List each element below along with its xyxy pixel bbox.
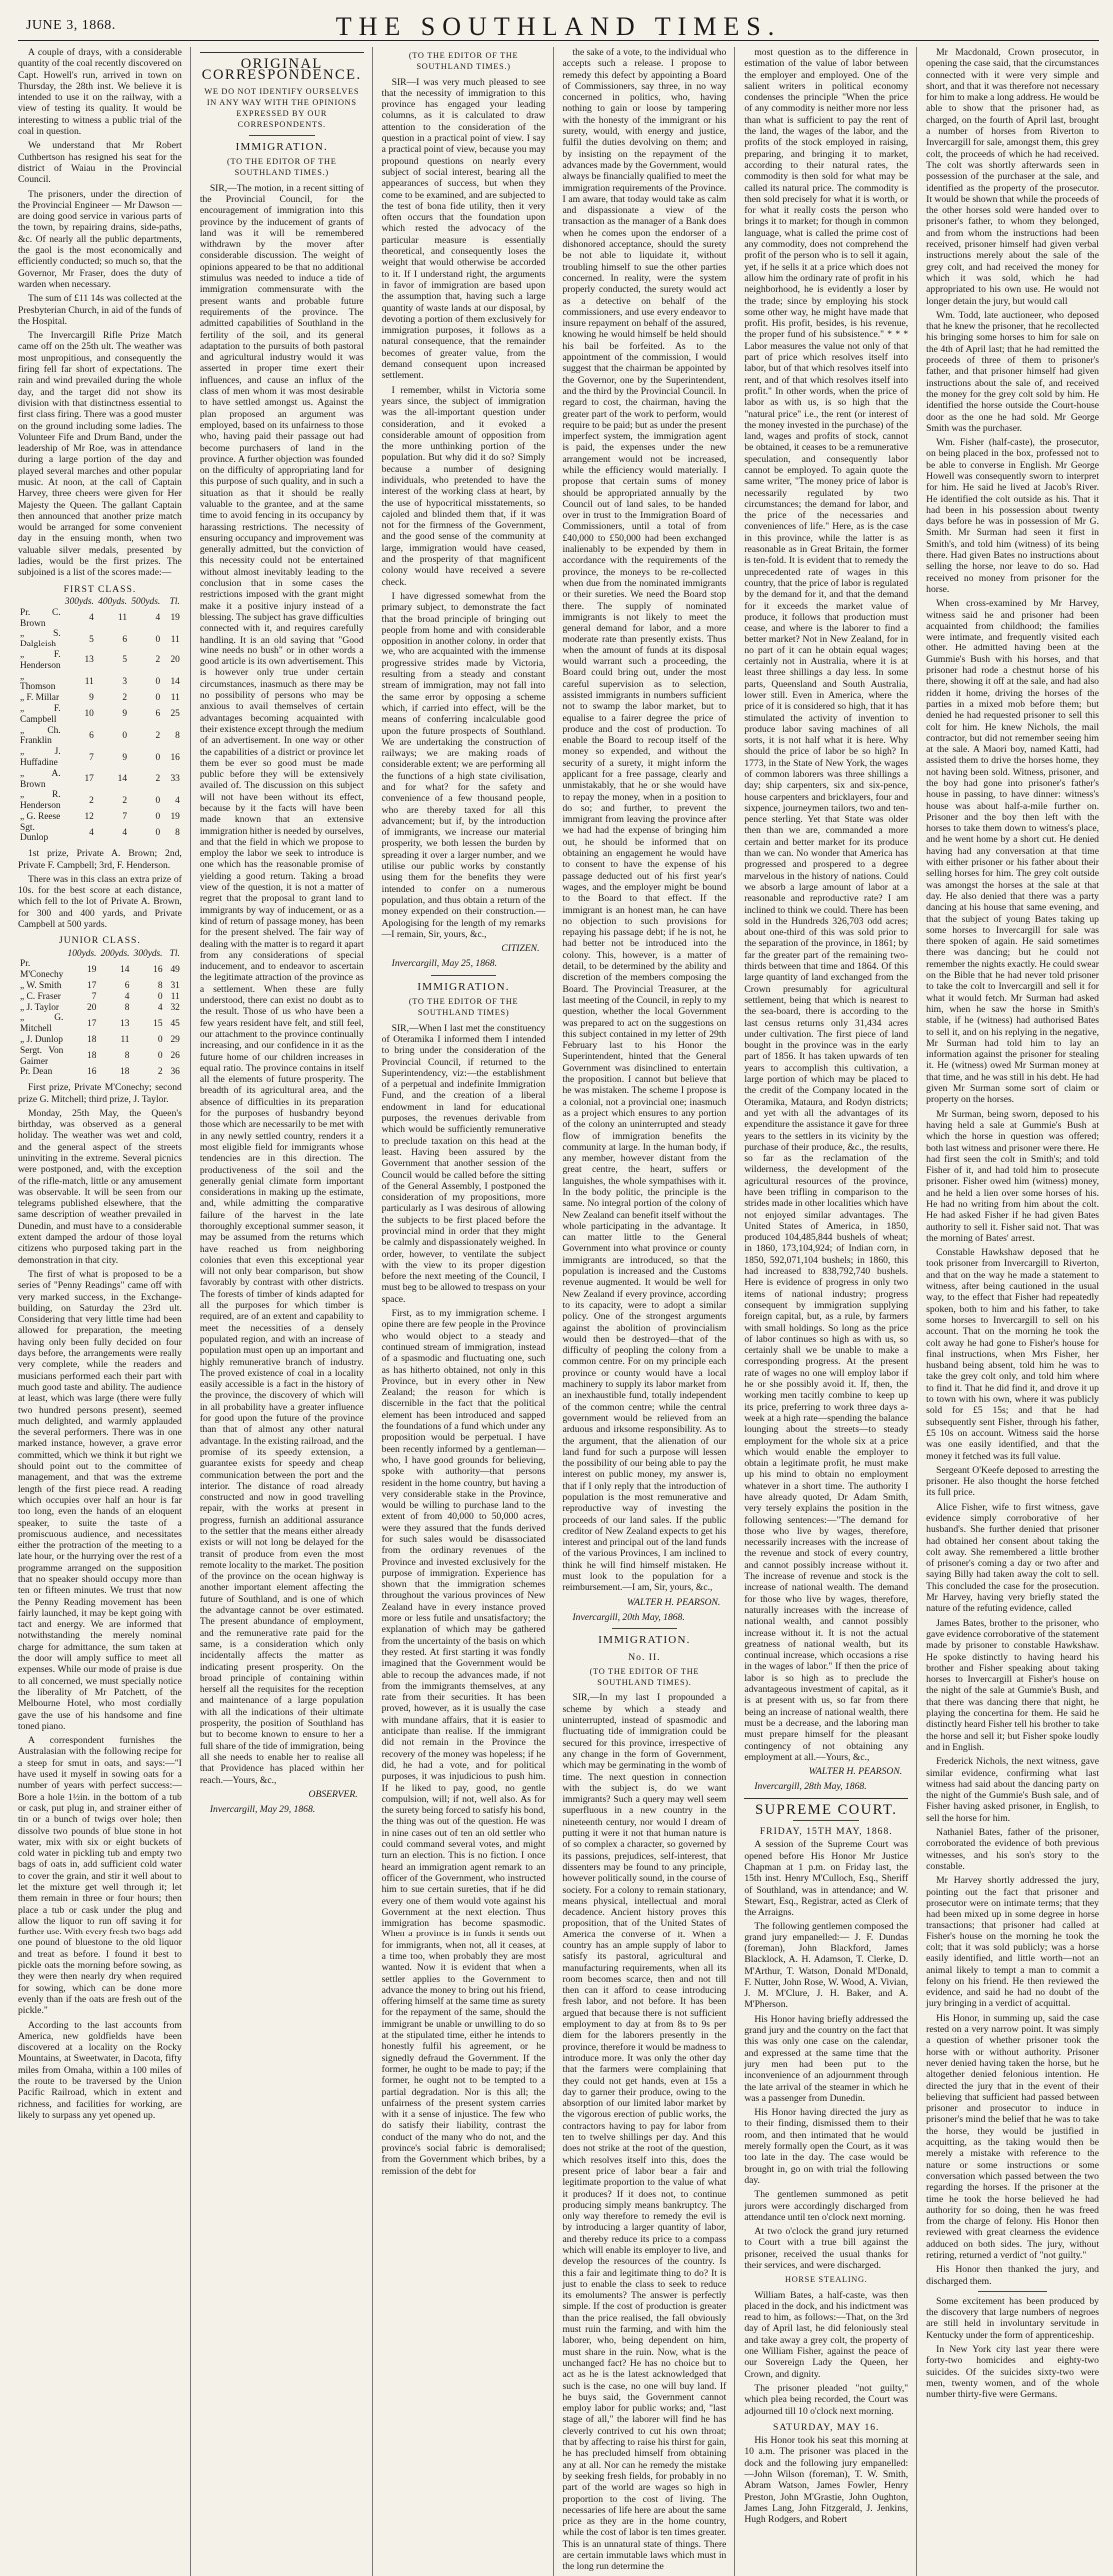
letter-addressee: (TO THE EDITOR OF THE SOUTHLAND TIMES.) bbox=[408, 51, 519, 72]
score-cell: 17 bbox=[87, 981, 97, 992]
court-paragraph: His Honor took his seat this morning at 10 a.m. The prisoner was placed in the dock and the following jury empanelled:—John Wilson (foreman), T. W. Smith, Abram Watson, James Fowler, Henry Preston, John M'Grastie, John Oughton, James Lang, John Fitzgerald, J. Jenkins, Hugh Rodgers, and Robert bbox=[744, 2435, 909, 2526]
score-cell: 0 bbox=[155, 634, 161, 644]
letter-dateline: Invercargill, 20th May, 1868. bbox=[572, 1611, 685, 1623]
score-row bbox=[18, 726, 182, 748]
article-paragraph: A correspondent furnishes the Australasian with the following recipe for a steep for smut in oats, and says:—"I have used it myself in sowing oats for a number of years with perfect success:—Bore a hole 1½in. in the bottom of a tub or cask, put plug in, and strainer either of tin or a bunch of twigs over hole; then dissolve two pounds of blue stone in hot water, mix with six or eight buckets of cold water in pickling tub and empty two bags of oats in, add sufficient cold water to cover the grain, and stir it well about to let the mixture get well through it; let them remain in three or four hours; then place a tub or cask under the plug and allow the liquor to run off saving it for further use. With every fresh two bags add one pound of bluestone to the old liquor and treat as before. I found it best to pickle oats the morning before sowing, as they were then nearly dry when required for sowing, which can be done more evenly than if the oats are fresh out of the pickle." bbox=[18, 1735, 182, 2017]
letter-body: SIR,—The motion, in a recent sitting of the Provincial Council, for the encouragement of immigration into this province by the inducement of grants of land was it will be remembered withdrawn by the mover after considerable discussion. The weight of opinions appeared to be that no additional stimulus was needed to induce a tide of immigration commensurate with the present wants and probable future requirements of the province. The admitted capabilities of Southland in the fertility of the soil, and its general adaptation to the pursuits of both pastoral and agricultural industry would it was asserted in proper time exert their influences, and cause an influx of the class of men whom it was most desirable to have settled amongst us. Against the plan proposed an argument was employed, based on its unfairness to those who, having paid their passage out had become purchasers of land in the province. A further objection was founded on the difficulty of appropriating land for this purpose of such quality, and in such a situation as that it should be really valuable to the grantee, and at the same time to avoid fencing in its occupancy by harassing restrictions. The necessity of ensuring occupancy and improvement was generally admitted, but the conviction of this necessity could not be entertained without almost inevitably leading to the conclusion that in some cases the restrictions imposed with the grant might make it a positive injury instead of a blessing. The subject has grave difficulties connected with it, and requires carefully handling. It is an old saying that "Good wine needs no bush" or in other words a good article is its own advertisement. This is however only true under certain circumstances, inasmuch as there may be no possibility of persons who may be anxious to avail themselves of certain advantages becoming acquainted with their existence except through the medium of an advertisement. In one way or other the capabilities of a district or province let them be ever so good must be made public before they will be extensively availed of. The discussion on this subject will not have been without its effect, because by it the facts will have been made known that an extensive immigration hither is needed by ourselves, and that the field in which we propose to employ the labor we seek to introduce is one which has the reasonable promise of yielding a good return. Taking a broad view of the question, it is not a matter of regret that the proposal to grant land to immigrants by way of inducement, or as a kind of return of passage money, has been for the present shelved. The fair way of dealing with the matter is to regard it apart from any considerations of special inducement, and to endeavor to ascertain the legitimate attraction of the province as a settlement. When these are fully understood, there can exist no doubt as to the result. Those of us who have been a few years resident have felt, and still feel, our attachment to the province continually increasing, and our confidence in it as the future home of our children increases in equal ratio. The province contains in itself all the elements of future prosperity. The breadth of its agricultural area, and the absence of difficulties in its preparation for the purposes of husbandry beyond those which are necessarily to be met with in any newly settled country, renders it a most eligible field for immigrants whose tendencies are in this direction. The productiveness of the soil and the generally genial climate form important considerations in making up the estimate, and, while admitting the comparative failure of the harvest in the late thoroughly exceptional summer season, it may be assumed from the returns which have reached us from neighboring colonies that even this exceptional year will not only bear comparison, but show favorably by contrast with other districts. The forests of timber of kinds adapted for all the purposes for which timber is required, are of an extent and capability to meet the necessities of a densely populated region, and with an increase of population must open up an important and highly remunerative branch of industry. The proved existence of coal in a locality easily accessible is a fact in the history of the province, the discovery of which will in all probability have a greater influence for good upon the future of the province than that of almost any other natural advantage. In the existing railroad, and the promise of its speedy extension, a guarantee exists for speedy and cheap communication between the port and the interior. The distance of road already constructed and now in good travelling repair, with the works at present in progress, furnish an additional assurance to the settler that the means either already exists or will not long be delayed for the transit of produce from even the most remote locality to the market. The position of the province on the ocean highway is another important element affecting the future of Southland, and is one of which the advantage cannot be over estimated. The present abundance of employment, and the remunerative rate paid for the same, is a consideration which only incidentally affects the matter as indicating present prosperity. On the broad principle of containing within herself all the requisites for the reception and maintenance of a large population with all the indications of their ultimate prosperity, the position of Southland has but to become known to ensure to her a full share of the tide of immigration, being all she needs to enable her to realise all that Providence has placed within her reach.—Yours, &c., bbox=[199, 182, 364, 1786]
score-cell: 2 bbox=[122, 795, 128, 806]
score-row bbox=[18, 704, 182, 726]
letter-addressee: (TO THE EDITOR OF THE SOUTHLAND TIMES.) bbox=[226, 157, 337, 178]
score-header-row bbox=[18, 597, 182, 608]
letter-signature: OBSERVER. bbox=[308, 1788, 358, 1800]
court-paragraph: When cross-examined by Mr Harvey, witness said he and prisoner had been acquainted from childhood; the families were intimate, and frequently visited each other. He admitted having been at the Gummie's Bush with his horses, and that prisoner had rode a chestnut horse of his there, showing it off at the sale, and had also ridden it home, driving the horses of the parties in a mixed mob before them; but denied he had requested prisoner to sell this colt for him. He knew Nichols, the mail contractor, but did not remember seeing him at the sale. A Maori boy, named Katti, had assisted them to drive the horses home, they not having been sold. Witness, prisoner, and the boy had gone into prisoner's father's house in passing, to have dinner: witness's house was about half-a-mile further on. Prisoner and the boy then left with the horses to take them down to witness's place, and he went home by a short cut. He denied having had any conversation at that time with either prisoner or his father about their selling horses for him. The grey colt outside was amongst the horses at the sale at that day. He also denied that there was a party dancing at his house that same evening, and that the subject of young Bates taking up some horses to Invercargill for sale was there spoken of again. He said sometimes there was dancing; but he could not remember the nights exactly. He could swear on the Bible that he had never told prisoner to take the colt to Invercargill and sell it for what it would fetch. Mr Surman had asked him, when he saw the horse in Smith's stable, if he (witness) had authorised Bates to sell it, and on his replying in the negative, Mr Surman had told him to lay an information against the prisoner for stealing it. He (witness) owed Mr Surman money at that time, and he was still in his debt. He had given Mr Surman some sort of claim or property on the horses. bbox=[926, 598, 1099, 1106]
score-row bbox=[18, 1067, 182, 1078]
score-cell: 7 bbox=[89, 752, 94, 763]
article-paragraph: Monday, 25th May, the Queen's birthday, was observed as a general holiday. The weather was wet and cold, and the general aspect of the streets uninviting in the extreme. Several picnics were postponed, and, with the exception of the rifle-match, little or any amusement was observable. It will be seen from our telegrams published elsewhere, that the same description of weather prevailed in Dunedin, and must have to a considerable extent damped the ardour of those loyal citizens who purposed taking part in the demonstration in that city. bbox=[18, 1107, 182, 1266]
junior-class-scores bbox=[18, 949, 182, 1079]
court-paragraph: His Honor having directed the jury as to their finding, dismissed them to their room, and then intimated that he would merely formally open the Court, as it was too late in the day. The case would be brought in, go on with trial the following day. bbox=[744, 2107, 909, 2186]
newspaper-title: THE SOUTHLAND TIMES. bbox=[335, 12, 782, 41]
score-header: 300yds. bbox=[133, 948, 163, 959]
letter-body: I have digressed somewhat from the primary subject, to demonstrate the fact that the broad principle of bringing out people from home and with considerable opposition in another colony, in order that we, who are acquainted with the immense progressive strides made by Victoria, resulting from a steady and constant stream of immigration, may not fall into the same error by opposing a scheme which, if carried into effect, will be the means of conferring incalculable good upon the future prospects of Southland. We are undertaking the construction of railways; we are making roads of considerable extent; we are performing all the functions of a high state civilisation, and for what? for the safety and convenience of a few thousand people, who are thereby taxed for all this advancement; but if, by the introduction of immigrants, we increase our material prosperity, we both lessen the burden by spreading it over a larger number, and we utilise our public works by constantly using them for the benefits they were intended to confer on a numerous population, and thus obtain a return of the money expended on their construction.—Apologising for the length of my remarks—I remain, Sir, yours, &c., bbox=[381, 590, 546, 940]
score-cell: 13 bbox=[120, 1018, 130, 1029]
score-cell: 11 bbox=[120, 1035, 130, 1046]
score-cell: 4 bbox=[122, 828, 128, 839]
score-cell: 8 bbox=[124, 1002, 130, 1013]
score-cell: 6 bbox=[89, 730, 94, 741]
article-paragraph: We understand that Mr Robert Cuthbertson has resigned his seat for the district of Waiau in the Provincial Council. bbox=[18, 140, 182, 186]
letter-heading: IMMIGRATION. bbox=[417, 980, 510, 993]
court-paragraph: Nathaniel Bates, father of the prisoner, corroborated the evidence of both previous witnesses, and his son's story to the constable. bbox=[926, 1827, 1099, 1872]
score-row bbox=[18, 650, 182, 672]
competitor-name: „ F. Campbell bbox=[20, 703, 61, 725]
court-paragraph: At two o'clock the grand jury returned to Court with a true bill against the prisoner, received the usual thanks for their services, and were discharged. bbox=[744, 2226, 909, 2271]
competitor-name: „ J. Dunlop bbox=[20, 1035, 63, 1046]
competitor-name: Pr. M'Conechy bbox=[20, 959, 64, 981]
score-cell: 7 bbox=[91, 991, 97, 1002]
first-class-scores bbox=[18, 597, 182, 844]
score-cell: 20 bbox=[87, 1002, 97, 1013]
disclaimer: WE DO NOT IDENTIFY OURSELVES IN ANY WAY WITH THE OPINIONS EXPRESSED BY OUR CORRESPONDENTS. bbox=[204, 86, 360, 130]
score-row bbox=[18, 672, 182, 694]
court-date: FRIDAY, 15TH MAY, 1868. bbox=[759, 1826, 893, 1838]
article-paragraph: 1st prize, Private A. Brown; 2nd, Private F. Campbell; 3rd, F. Henderson. bbox=[18, 848, 182, 871]
court-paragraph: His Honor, in summing up, said the case rested on a very narrow point. It was simply a question of whether prisoner took the horse with or without authority. Prisoner never denied having taken the horse, but he altogether denied felonious intention. He directed the jury that in the event of their believing that sufficient had passed between prisoner and prosecutor to induce in prisoner's mind the belief that he was to take the horse, they would be justified in acquitting, as the taking would then be merely a mistake with reference to the nature or some instructions or some conversation which passed between the two regarding the horses. If the prisoner at the time he took the horse believed he had authority for so doing, then he was freed from the charge of felony. His Honor then reviewed with great clearness the evidence adduced on both sides. The jury, without retiring, returned a verdict of "not guilty." bbox=[926, 2012, 1099, 2261]
court-date: SATURDAY, MAY 16. bbox=[773, 2421, 880, 2433]
score-cell: 0 bbox=[155, 811, 161, 822]
score-cell: 0 bbox=[122, 730, 128, 741]
score-header: 100yds. bbox=[67, 948, 97, 959]
divider bbox=[249, 135, 315, 136]
competitor-name: „ G. Mitchell bbox=[20, 1013, 64, 1035]
score-cell: 36 bbox=[170, 1067, 180, 1078]
competitor-name: Sgt. Dunlop bbox=[20, 822, 49, 844]
divider bbox=[744, 1798, 908, 1799]
score-row bbox=[18, 1013, 182, 1035]
score-cell: 17 bbox=[87, 1018, 97, 1029]
score-cell: 49 bbox=[170, 964, 180, 975]
score-cell: 0 bbox=[157, 1035, 163, 1046]
divider bbox=[431, 975, 497, 976]
letter-signature: CITIZEN. bbox=[501, 943, 540, 955]
score-cell: 0 bbox=[157, 991, 163, 1002]
score-row bbox=[18, 1035, 182, 1046]
score-cell: 9 bbox=[122, 752, 128, 763]
score-row bbox=[18, 790, 182, 812]
score-cell: 20 bbox=[170, 655, 180, 666]
court-paragraph: Sergeant O'Keefe deposed to arresting the prisoner. He also thought the horse fetched its full price. bbox=[926, 1464, 1099, 1499]
score-cell: 19 bbox=[87, 964, 97, 975]
score-cell: 4 bbox=[89, 613, 94, 624]
score-cell: 8 bbox=[124, 1051, 130, 1062]
score-cell: 2 bbox=[155, 655, 161, 666]
score-cell: 2 bbox=[89, 795, 94, 806]
score-row bbox=[18, 608, 182, 630]
letter-addressee: (TO THE EDITOR OF THE SOUTHLAND TIMES). bbox=[589, 1666, 700, 1688]
score-row bbox=[18, 812, 182, 823]
court-paragraph: The gentlemen summoned as petit jurors were accordingly discharged from attendance until ten o'clock next morning. bbox=[744, 2189, 909, 2223]
letter-body: SIR—I was very much pleased to see that the necessity of immigration to this province has engaged your leading columns, as it is calculated to draw attention to the consideration of the question in a practical point of view. I say a practical point of view, because you may propound questions on nearly every subject of social interest, bearing all the appearances of success, but when they come to be examined, and are subjected to the test of bona fide utility, then it very often occurs that the foundation upon which rested the advocacy of the particular measure is essentially theoretical, and consequently loses the weight that would otherwise be accorded to it. If I understand right, the arguments in favor of immigration are based upon the assumption that, having such a large quantity of waste lands at our disposal, by devoting a portion of them exclusively for immigration purposes, it follows as a natural consequence, that the remainder becomes of greater value, from the demand consequent upon increased settlement. bbox=[381, 76, 546, 382]
score-header-row bbox=[18, 949, 182, 960]
score-cell: 4 bbox=[89, 828, 94, 839]
letter-addressee: (TO THE EDITOR OF THE SOUTHLAND TIMES) bbox=[408, 997, 519, 1018]
article-paragraph: The prisoners, under the direction of the Provincial Engineer — Mr Dawson — are doing good service in various parts of the town, by repairing drains, side-paths, &c. Of nearly all the public departments, the gaol is the most economically and efficiently conducted; so much so, that the Governor, Mr Fraser, does the duty of warden when necessary. bbox=[18, 188, 182, 290]
score-cell: 11 bbox=[118, 613, 128, 624]
score-cell: 0 bbox=[155, 828, 161, 839]
score-cell: 14 bbox=[120, 964, 130, 975]
court-paragraph: Alice Fisher, wife to first witness, gave evidence simply corroborative of her husband's. She further denied that prisoner had obtained her consent about taking the colt away. She remembered a little brother of prisoner's coming a day or two after and saying Billy had taken away the colt to sell. This concluded the case for the prosecution. Mr Harvey, having very briefly stated the nature of the refuting evidence, called bbox=[926, 1501, 1099, 1615]
score-cell: 13 bbox=[84, 655, 94, 666]
score-cell: 11 bbox=[170, 634, 180, 644]
article-paragraph: According to the last accounts from America, new goldfields have been discovered at a locality on the Rocky Mountains, at Sweetwater, in Dacota, fifty miles from Omaha, within a 100 miles of the route to be traversed by the Union Pacific Railroad, which in extent and richness, and facilities for working, are likely to surpass any yet opened up. bbox=[18, 2019, 182, 2121]
letter-body: SIR,—In my last I propounded a scheme by which a steady and uninterrupted, instead of spasmodic and fluctuating tide of immigration could be secured for this province, irrespective of any change in the form of Government, which may be germinating in the womb of time. The next question in connection with the subject is, do we want immigrants? Such a query may well seem superfluous in a new country in the nineteenth century, nor would I dream of putting it were it not that human nature is of so complex a character, so governed by its passions, prejudices, self-interest, that dissenters may be found to any principle, however politically sound, in the course of society. For a colony to remain stationary, means physical, intellectual and moral decadence. Ancient history proves this proposition, that of the United States of America the converse of it. When a country has an ample supply of labor to satisfy its pastoral, agricultural and manufacturing requirements, when all its room becomes scarce, then and not till then can it afford to cease introducing fresh labor, and not before. It has been argued that because there is not sufficient employment to day at from 8s to 9s per diem for the laborers presently in the province, therefore it would be madness to introduce more. It was only the other day that the farmers were complaining that they could not get hands, even at 15s a day to garner their produce, owing to the absorption of our limited labor market by the vigorous erection of public works, the contractors having to pay for labor from ten to twelve shillings per day. And this does not strike at the root of the question, which resolves itself into this, does the present price of labor bear a fair and legitimate proportion to the value of what it produces? If it does not, to continue producing simply means bankruptcy. The only way therefore to remedy the evil is by introducing a larger quantity of labor, and thereby reduce its price to a compass which will enable its employer to live, and develop the resources of the country. Is this a fair and legitimate thing to do? It is just to enable the class to seek to reduce its emoluments? The answer is perfectly simple. If the cost of production is greater than the price realised, the fall obviously must ruin the farming, and with him the laborer, who, being dependent on him, must share in the ruin. Now, what is the unchanged fact? He has no choice but to act as he is the latest acknowledged that such is the case, no one will buy land. If he buys said, the Government cannot employ labor for public works; and, "last stage of all," the laborer will find he has cleverly contrived to cut his own throat; that by affecting to raise his thirst for gain, he has precluded himself from obtaining any at all. Nor can he remedy the mistake by seeking fresh fields, for probably in no part of the world are wages so high in proportion to the cost of living. The necessaries of life here are about the same price as they are in the home country, while the cost of labor is ten times greater. This is an unnatural state of things. There are certain immutable laws which must in the long run determine the bbox=[562, 1692, 727, 2573]
score-cell: 45 bbox=[170, 1018, 180, 1029]
letter-signature: WALTER H. PEARSON. bbox=[626, 1596, 721, 1608]
column-6 bbox=[926, 47, 1099, 2576]
court-paragraph: William Bates, a half-caste, was then placed in the dock, and his indictment was read to him, as follows:—That, on the 3rd day of April last, he did feloniously steal and take away a grey colt, the property of one William Fisher, against the peace of our Sovereign Lady the Queen, her Crown, and dignity. bbox=[744, 2289, 909, 2380]
court-paragraph: Constable Hawkshaw deposed that he took prisoner from Invercargill to Riverton, and that on the way he made a statement to witness, after being cautioned in the usual way, to the effect that Fisher had repeatedly spoken, both to him and his father, to take some horses to Invercargill to sell on his account. That on the morning he took the colt away he had gone to Fisher's house for final instructions, when Mrs Fisher, her husband being absent, told him he was to take the grey colt only, and told him where to find it. That he did find it, and drove it up to town with his own, where it was publicly sold for £5 15s; and that he had subsequently sent Fisher, through his father, £5 10s on account. Witness said the horse was one easily identified, and that the money it fetched was its full value. bbox=[926, 1247, 1099, 1462]
competitor-name: „ Thomson bbox=[20, 671, 56, 693]
column-3 bbox=[382, 47, 555, 2576]
score-cell: 12 bbox=[84, 811, 94, 822]
divider bbox=[612, 1628, 678, 1629]
score-header: 500yds. bbox=[131, 596, 161, 607]
score-header: 400yds. bbox=[98, 596, 128, 607]
score-cell: 8 bbox=[157, 981, 163, 992]
score-cell: 6 bbox=[122, 634, 128, 644]
score-cell: 7 bbox=[122, 811, 128, 822]
score-cell: 18 bbox=[87, 1051, 97, 1062]
score-row bbox=[18, 992, 182, 1003]
court-paragraph: The following gentlemen composed the grand jury empanelled:— J. F. Dundas (foreman), John Blackford, James Blacklock, A. H. Adamson, T. Clerke, D. M'Arthur, T. Watson, Donald M'Donald, F. Nutter, John Rose, W. Wood, A. Vivian, J. M. M'Clure, J. H. Baker, and A. M'Pherson. bbox=[744, 1921, 909, 2011]
masthead bbox=[18, 10, 1099, 41]
court-paragraph: Wm. Todd, late auctioneer, who deposed that he knew the prisoner, that he recollected his bringing some horses to him for sale on the 4th of April last; that he had remitted the proceeds of three of them to prisoner's father, and that prisoner himself had given instructions about the sale of, and received the money for the grey colt sold by him. He identified the horse outside the Court-house door as the one he had sold. Mr George Smith was the purchaser. bbox=[926, 309, 1099, 434]
score-cell: 26 bbox=[170, 1051, 180, 1062]
letter-body: the sake of a vote, to the individual who accepts such a release. I propose to remedy this defect by appointing a Board of Commissioners, say three, in no way concerned in politics, who, having nothing to gain or loose by tampering with the honesty of the immigrant or his surety, would, with energy and justice, fulfil the duties devolving on them; and by insisting on the repayment of the advances made by the Government, would always be financially qualified to meet the immigration requirements of the Province. I am aware, that today would take as calm and dispassionate a view of the transaction as the manager of a Bank does when he comes upon the endorser of a dishonored acceptance, should the surety be not able to liquidate it, without troubling himself to sue the other parties concerned. In reality, were the system properly conducted, the surety would act as a detective on behalf of the commissioners, and use every endeavor to insure repayment on behalf of the assured, knowing he would himself be held should his bail be forfeited. As to the appointment of the commission, I would suggest that the chairman be appointed by the Governor, one by the Superintendent, and the third by the Provincial Council. In regard to cost, the chairman, having the greater part of the work to perform, would require to be paid; but as under the present imperfect system, the immigration agent is paid, the expenses under the new arrangement would not be increased, while the efficiency would materially. I propose that certain sums of money should be appropriated annually by the Council out of land sales, to be handed over in trust to the Immigration Board of Commissioners, until a total of from £40,000 to £50,000 had been exchanged inalienably to be expended by them in accordance with the requirements of the province, the moneys to be re-collected when due from the nominated immigrants or their sureties. We need the Board stop there. The supply of nominated immigrants is not likely to meet the general demand for labor, and a more moderate rate than presently exists. Thus when the amount of funds at its disposal would warrant such a proceeding, the Board could bring out, under the most careful supervision as to selection, assisted immigrants in numbers sufficient not to swamp the labor market, but to equalise to a fairer degree the price of produce and the cost of production. To enable the Board to recoup itself of the money so expended, and without the security of a surety, it might inform the applicant for a free passage, clearly and unmistakably, that he or she would have to repay the money, when in a position to do so; and further, to prevent the immigrant from leaving the province after we had had the expense of bringing him out, he should be informed that on obtaining an engagement he would have to consent to have the expense of his passage deducted out of his first year's wages, and the employer might be bound to the Board to that effect. If the immigrant is an honest man, he can have no objection to such provisions for repaying his passage debt; if he is not, he had better not be introduced into the colony. This, however, is a matter of detail, to be determined by the ability and discretion of the members composing the Board. The Provincial Treasurer, at the last meeting of the Council, in reply to my question, whether the local Government was prepared to act on the suggestions on this subject contained in my letter of 29th February last to his Honor the Superintendent, hinted that the General Government was disinclined to entertain the proposition. I cannot but believe that he was mistaken. The scheme I propose is a colonial, not a provincial one; inasmuch as a project which ensures to any portion of the colony an uninterrupted and steady flow of immigration benefits the community at large. In the human body, if any member, however distant from the great centre, the heart, suffers or languishes, the whole sympathises with it. In the body politic, the principle is the same. No integral portion of the colony of New Zealand can benefit itself without the whole participating in the advantage. It can matter little to the General Government into what province or county immigrants are introduced, so that the population is increased and the Customs revenue augmented. It would be well for New Zealand if every province, according to its capacity, were to adopt a similar policy. One of the strongest arguments against the abolition of provincialism would then be destroyed—that of the difficulty of peopling the colony from a common centre. For on my principle each province or county would have a local machinery to supply its labor market from an inexhaustible fund, totally independent of the common centre; while the central government would be relieved from an arduous and irksome responsibility. As to the argument, that the alienation of our land fund for such a purpose will lessen the possibility of our being able to pay the interest on public money, my answer is, that if I only reply that the introduction of population is the most remunerative and reproductive way of investing the proceeds of our land sales. If the public creditor of New Zealand expects to get his interest and principal out of the land funds of the various Provinces, I am inclined to think he will find himself mistaken. He must look to the population for a reimbursement.—I am, Sir, yours, &c., bbox=[562, 47, 727, 1594]
news-item: In New York city last year there were forty-two homicides and eighty-two suicides. Of the suicides sixty-two were men, twenty women, and of the whole number thirty-five were Germans. bbox=[926, 2344, 1099, 2401]
score-cell: 31 bbox=[170, 981, 180, 992]
score-cell: 10 bbox=[84, 709, 94, 720]
competitor-name: „ R. Henderson bbox=[20, 790, 61, 812]
competitor-name: „ A. Brown bbox=[20, 768, 61, 790]
score-cell: 16 bbox=[170, 752, 180, 763]
competitor-name: „ J. Taylor bbox=[20, 1002, 60, 1013]
column-5 bbox=[744, 47, 917, 2576]
column-2 bbox=[200, 47, 373, 2576]
competitor-name: „ F. Henderson bbox=[20, 649, 61, 671]
article-paragraph: The sum of £11 14s was collected at the Presbyterian Church, in aid of the funds of the Hospital. bbox=[18, 293, 182, 327]
score-cell: 33 bbox=[170, 774, 180, 785]
issue-date: JUNE 3, 1868. bbox=[26, 18, 116, 33]
score-cell: 2 bbox=[157, 1067, 163, 1078]
score-body bbox=[18, 959, 182, 1078]
article-paragraph: A couple of drays, with a considerable quantity of the coal recently discovered on Capt. Howell's run, arrived in town on Thursday, the 28th inst. We believe it is intended to use it on the railway, with a view of testing its quality. It would be interesting to witness a public trial of the coal in question. bbox=[18, 47, 182, 138]
competitor-name: „ J. Huffadine bbox=[20, 747, 61, 768]
letter-heading: IMMIGRATION. bbox=[598, 1634, 691, 1647]
section-heading: SUPREME COURT. bbox=[755, 1801, 898, 1818]
letter-signature: WALTER H. PEARSON. bbox=[808, 1766, 903, 1778]
court-paragraph: Mr Macdonald, Crown prosecutor, in opening the case said, that the circumstances connected with it were very simple and short, and that it was therefore not necessary for him to make a long address. He would be able to show that the prisoner had, as charged, on the fourth of April last, brought a number of horses from Riverton to Invercargill for sale, amongst them, this grey colt, the proceeds of which he had received. The colt was shortly afterwards seen in possession of the purchaser at the sale, and identified as the property of the prosecutor. It would be shown that while the proceeds of the other horses sold were handed over to prisoner's father, to whom they belonged, and from whom the instructions had been received, prisoner himself had given verbal instructions merely about the sale of the grey colt, and had received the money for which it was sold, which he had appropriated to his own use. He would not longer detain the jury, but would call bbox=[926, 47, 1099, 307]
score-cell: 0 bbox=[157, 1051, 163, 1062]
score-cell: 17 bbox=[84, 774, 94, 785]
section-heading: ORIGINAL CORRESPONDENCE. bbox=[201, 56, 362, 84]
junior-class-title: JUNIOR CLASS. bbox=[59, 935, 141, 947]
court-paragraph: The prisoner pleaded "not guilty," which plea being recorded, the Court was adjourned till 10 o'clock next morning. bbox=[744, 2382, 909, 2417]
score-cell: 16 bbox=[153, 964, 163, 975]
competitor-name: Sergt. Von Gaimer bbox=[20, 1045, 64, 1067]
score-row bbox=[18, 629, 182, 650]
article-paragraph: There was in this class an extra prize of 10s. for the best score at each distance, which fell to the lot of Private A. Brown, for 300 and 400 yards, and Private Campbell at 500 yards. bbox=[18, 873, 182, 931]
score-cell: 25 bbox=[170, 709, 180, 720]
competitor-name: „ Ch. Franklin bbox=[20, 725, 61, 747]
competitor-name: Pr. C. Brown bbox=[20, 607, 61, 629]
score-cell: 6 bbox=[155, 709, 161, 720]
score-header: Tl. bbox=[169, 948, 180, 959]
score-cell: 11 bbox=[170, 693, 180, 704]
score-cell: 19 bbox=[170, 811, 180, 822]
score-cell: 15 bbox=[153, 1018, 163, 1029]
score-cell: 14 bbox=[117, 774, 128, 785]
court-paragraph: His Honor then thanked the jury, and discharged them. bbox=[926, 2264, 1099, 2287]
competitor-name: „ G. Reese bbox=[20, 811, 61, 822]
competitor-name: „ S. Dalgleish bbox=[20, 629, 61, 650]
letter-dateline: Invercargill, May 25, 1868. bbox=[391, 958, 497, 970]
score-row bbox=[18, 747, 182, 769]
court-paragraph: James Bates, brother to the prisoner, who gave evidence corroborative of the statement made by prisoner to constable Hawkshaw. He spoke distinctly to having heard his brother and Fisher speaking about taking horses to Invercargill at Fisher's house on the night of the sale at Gummie's Bush, and that there was dancing there that night, he playing the concertina for them. He said he distinctly heard Fisher tell his brother to take the horse and sell it; but Fisher spoke loudly and in English. bbox=[926, 1617, 1099, 1753]
score-cell: 8 bbox=[175, 730, 180, 741]
score-cell: 4 bbox=[124, 991, 130, 1002]
score-cell: 11 bbox=[170, 991, 180, 1002]
score-cell: 0 bbox=[155, 693, 161, 704]
score-cell: 3 bbox=[122, 676, 128, 687]
court-paragraph: Mr Surman, being sworn, deposed to his having held a sale at Gummie's Bush at which the horse in question was offered; both last witness and prisoner were there. He had first seen the colt in Smith's; and told Fisher of it, and had told him to prosecute prisoner. Fisher owed him (witness) money, and he held a lien over some horses of his. He had no writing from him about the colt. He had asked Fisher if he had given Bates authority to sell it. Fisher said not. That was the morning of Bates' arrest. bbox=[926, 1108, 1099, 1244]
score-header: 200yds. bbox=[100, 948, 130, 959]
divider bbox=[793, 1820, 859, 1821]
letter-dateline: Invercargill, May 29, 1868. bbox=[209, 1804, 316, 1816]
first-class-title: FIRST CLASS. bbox=[63, 583, 137, 595]
score-cell: 4 bbox=[155, 613, 161, 624]
score-cell: 11 bbox=[84, 676, 94, 687]
letter-body: most question as to the difference in estimation of the value of labor between the employer and employed. One of the salient writers in political economy condenses the principle "When the price of any commodity is neither more nor less than what is sufficient to pay the rent of the land, the wages of the labor, and the profits of the stock employed in raising, preparing, and bringing it to market, according to their natural rates, the commodity is then sold for what may be called its natural price. The commodity is then sold precisely for what it is worth, or for what it really costs the person who brings it to market; for though in common language, what is called the prime cost of any commodity, does not comprehend the profit of the person who is to sell it again, yet, if he sells it at a price which does not allow him the ordinary rate of profit in his neighborhood, he is evidently a loser by the trade; since by employing his stock some other way, he might have made that profit. His profit, besides, is his revenue, the proper fund of his subsistence." * * * Labor measures the value not only of that part of price which resolves itself into labor, but of that which resolves itself into rent, and of that which resolves itself into profit." In other words, when the price of labor as with us, is so high that the "natural price" i.e., the rent (or interest of the money invested in the purchase) of the land, wages and profits of stock, cannot be obtained, it ceases to be a remunerative speculation, and consequently labor cannot be employed. To again quote the same writer, "The money price of labor is necessarily regulated by two circumstances; the demand for labor, and the price of the necessaries and conveniences of life." Here, as is the case in this province, while the latter is as reasonable as in Great Britain, the former is ten-fold. It is evident that to remedy the unprecedented rate of wages in this country, that the price of labor is regulated by the demand for it, and that the demand for it exceeds the market value of produce, it follows that production must cease, and where is the laborer to find a better market? Not in New Zealand, for in no part of it can he obtain equal wages; certainly not in Australia, where it is at least three shillings a day less. In some parts, Queensland and South Australia, lower still. Even in America, where the price of it is considered so high, that it has stimulated the activity of invention to produce labor saving machines of all sorts, it is not half what it is here. Why should the price of labor be so high? In 1773, in the State of New York, the wages of common laborers was three shillings a day; ship carpenters, six and six-pence, house carpenters and bricklayers, four and sixpence, journeymen tailors, two and ten-pence sterling. Yet that State was older then than we are, commanded a more certain and better market for its produce than we can. No wonder that America has progressed and prospered to a degree marvelous in the history of nations. Could we absorb a large amount of labor at a reasonable and reproductive rate? I am inclined to think we could. There has been sold in the Hundreds 326,703 odd acres; about one-third of this was sold prior to the separation of the province, in 1861; by far the greater part of the remaining two-thirds between that time and 1864. Of this large quantity of land exchanged from the Crown presumably for agricultural settlement, being that which is nearest to the sea-board, there is according to the last census returns only 31,434 acres under cultivation. The first piece of land bought in the province was in the early part of 1856. It has taken upwards of ten years to accomplish this cultivation, a large portion of which may be placed to the credit of the Company located in the Oteramika, Mataura, and Rodyn districts; and yet with all the advantages of its expenditure the assistance it gave for three years to the settlers in its vicinity by the purchase of their produce, &c., the results, so far as the reclamation of the wilderness, the development of the agricultural resources of the province, have been trifling in comparison to the strides made in other localities which have not enjoyed similar advantages. The United States of America, in 1850, produced 104,485,844 bushels of wheat; in 1860, 173,104,924; of Indian corn, in 1850, 592,071,104 bushels; in 1860, this had increased to 838,792,740 bushels. Here is evidence of progress in only two items of national industry; progress consequent by immigration supplying foreign capital, but, as a rule, by farmers with small holdings. So long as the price of labor continues so high as with us, so certainly shall we be unable to make a corresponding progress. At the present rate of wages no one will employ labor if he or she possibly avoid it. If, then, the working men tacitly combine to keep up its price, preferring to work three days a-week at a high rate—spending the balance lounging about the streets—to steady employment for the whole six at a price which would enable the employer to obtain a legitimate profit, he must make up his mind to obtain no employment whatever in a short time. The authority I have already quoted, Dr Adam Smith, very tersely explains the position in the following sentences:—"The demand for those who live by wages, therefore, necessarily increases with the increase of the revenue and stock of every country, and cannot possibly increase without it. The increase of revenue and stock is the increase of national wealth. The demand for those who live by wages, therefore, naturally increases with the increase of national wealth, and cannot possibly increase without it. It is not the actual greatness of national wealth, but its continual increase, which occasions a rise in the wages of labor." If then the price of labor is so high as to preclude the advantageous investment of capital, as it is at present with us, so far from there being an increase of national wealth, there must be a decrease, and the laboring man must prepare himself for the pleasant contingency of not obtaining any employment at all.—Yours, &c., bbox=[744, 47, 909, 1763]
court-paragraph: His Honor having briefly addressed the grand jury and the country on the fact that this was only one case on the calendar, and expressed at the same time that the jury men had been put to the inconvenience of an adjournment through the late arrival of the steamer in which he was a passenger from Dunedin. bbox=[744, 2013, 909, 2104]
score-row bbox=[18, 693, 182, 704]
column-1 bbox=[18, 47, 191, 2576]
article-paragraph: First prize, Private M'Conechy; second prize G. Mitchell; third prize, J. Taylor. bbox=[18, 1082, 182, 1105]
score-cell: 16 bbox=[87, 1067, 97, 1078]
score-row bbox=[18, 769, 182, 791]
letter-dateline: Invercargill, 28th May, 1868. bbox=[754, 1781, 867, 1793]
score-header: Tl. bbox=[169, 596, 180, 607]
score-cell: 2 bbox=[155, 774, 161, 785]
score-cell: 9 bbox=[89, 693, 94, 704]
score-cell: 14 bbox=[170, 676, 180, 687]
score-cell: 9 bbox=[122, 709, 128, 720]
score-cell: 5 bbox=[122, 655, 128, 666]
article-paragraph: The first of what is proposed to be a series of "Penny Readings" came off with very marked success, in the Exchange-building, on Saturday the 23rd ult. Considering that very little time had been allowed for preparation, the meeting having only been fully decided on four days before, the arrangements were really very complete, while the readers and musicians performed each their part with much good taste and ability. The audience at least, which was large (there were fully two hundred persons present), seemed much delighted, and warmly applauded the several performers. There was in one marked instance, however, a grave error committed, which we think it but right we should point out to the committee of management, and that was the extreme length of the first piece read. A reading which occupies over half an hour is far too long, even the hands of an eloquent speaker, to suite the taste of a promiscuous audience, and necessitates either the protraction of the meeting to a late hour, or the hurrying over the rest of a programme arranged on the supposition that no speaker should occupy more than ten or fifteen minutes. We trust that now the Penny Reading movement has been fairly launched, it may be kept going with tact and energy. We are informed that notwithstanding the merely nominal charge for admittance, the sum taken at the door will amply suffice to meet all expenses. While our mode of praise is due to all concerned, we must specially notice the liberality of Mr Patchett, of the Melbourne Hotel, who most cordially gave the use of his handsome and fine toned piano. bbox=[18, 1268, 182, 1732]
letter-body: I remember, whilst in Victoria some years since, the subject of immigration was the all-important question under consideration, and it evoked a considerable amount of opposition from the more unthinking portion of the population. But why did it do so? Simply because a number of designing individuals, who pretended to have the interest of the working class at heart, by the use of hypocritical misstatements, so cajoled and blinded them that, if it was not for the firmness of the Government, and the good sense of the community at large, immigration would have ceased, and the prosperity of that magnificent colony would have received a severe check. bbox=[381, 384, 546, 588]
score-row bbox=[18, 1003, 182, 1014]
score-row bbox=[18, 1046, 182, 1068]
score-body bbox=[18, 608, 182, 845]
score-cell: 5 bbox=[89, 634, 94, 644]
divider bbox=[200, 52, 364, 53]
competitor-name: „ F. Millar bbox=[20, 693, 60, 704]
score-cell: 0 bbox=[155, 676, 161, 687]
columns bbox=[18, 47, 1099, 2573]
score-cell: 6 bbox=[124, 981, 130, 992]
score-header: 300yds. bbox=[64, 596, 94, 607]
news-item: Some excitement has been produced by the discovery that large numbers of negroes are still held in involuntary servitude in Kentucky under the form of apprenticeship. bbox=[926, 2295, 1099, 2341]
competitor-name: Pr. Dean bbox=[20, 1067, 53, 1078]
competitor-name: „ W. Smith bbox=[20, 981, 62, 992]
score-cell: 32 bbox=[170, 1002, 180, 1013]
letter-number: No. II. bbox=[628, 1651, 661, 1663]
competitor-name: „ C. Fraser bbox=[20, 991, 61, 1002]
letter-body: SIR,—When I last met the constituency of Oteramika I informed them I intended to bring under the consideration of the Provincial Council, if returned to the Superintendency, viz:—the establishment of a perpetual and indefinite Immigration Fund, and the creation of a liberal endowment in land for educational purposes, the revenues derivable from which would be sufficiently remunerative to preclude taxation on this head at the least. Having been assured by the Government that another session of the Council would be called before the sitting of the General Assembly, I postponed the consideration of my propositions, more particularly as I was desirous of allowing the subjects to be first placed before the provincial mind in order that they might be calmly and dispassionately weighed. In order, however, to ventilate the subject with the view to its proper digestion before the next meeting of the Council, I must beg to be allowed to trespass on your space. bbox=[381, 1022, 546, 1305]
letter-body: First, as to my immigration scheme. I opine there are few people in the Province who would object to a steady and continued stream of immigration, instead of a spasmodic and fluctuating one, such as has hitherto obtained, not only in this Province, but in every other in New Zealand; the reason for which is discernible in the fact that the political element has been introduced and sapped the foundations of a fund which under any proposition would be perpetual. I have been recently informed by a gentleman—who, I have good grounds for believing, spoke with authority—that persons resident in the home country, but having a very considerable stake in the Province, would be willing to purchase land to the extent of from 40,000 to 50,000 acres, were they assured that the funds derived for such sales would be disassociated from the ordinary revenues of the Province and invested exclusively for the purpose of immigration. Experience has shown that the immigration schemes throughout the various provinces of New Zealand have in every instance proved more or less futile and unsatisfactory; the explanation of which may be gathered from the uncertainty of the basis on which they rested. At first starting it was fondly imagined that the Government would be able to recoup the advances made, if not from the immigrants themselves, at any rate from their securities. It has been proved, however, as it is usually the case with mundane affairs, that it is easier to anticipate than realise. If the immigrant did not remain in the Province the recovery of the money was hopeless; if he did, he had a vote, and for political purposes, it was injudicious to push him. If he liked to pay, good, no gentle compulsion, will; if not, well also. As for the surety being forced to satisfy his bond, the thing was out of the question. He was in nine cases out of ten an old settler who could command several votes, and might turn an election. This is no fiction. I once heard an immigration agent remark to an officer of the Government, who instructed him to sue certain sureties, that if he did every one of them would vote against his Government at the next election. Thus immigration has become spasmodic. When a province is in funds it sends out for immigrants, when not, all it ceases, at a time too, when probably they are most wanted. Now it is evident that when a settler applies to the Government to advance the money to bring out his friend, offering himself at the same time as surety for the repayment of the same, should the immigrant be unable or unwilling to do so at the stipulated time, either he intends to honestly fulfil his agreement, or he signedly defraud the Government. If the former, he ought to be made to pay; if the former, he ought not to be tempted to a partial degradation. Nor is this all; the unfairness of the present system carries with it a sense of injustice. The few who do satisfy their liability, contrast the conduct of the many who do not, and the province's social fabric is demoralised; from the Government which bribes, by a remission of the debt for bbox=[381, 1308, 546, 2177]
score-cell: 4 bbox=[157, 1002, 163, 1013]
letter-heading: IMMIGRATION. bbox=[235, 140, 328, 153]
score-row bbox=[18, 823, 182, 845]
court-paragraph: Frederick Nichols, the next witness, gave similar evidence, confirming what last witness had said about the dancing party on the night of the Gummie's Bush sale, and of Fisher having asked prisoner, in English, to sell the horse for him. bbox=[926, 1756, 1099, 1824]
score-cell: 2 bbox=[155, 730, 161, 741]
score-cell: 8 bbox=[175, 828, 180, 839]
article-paragraph: The Invercargill Rifle Prize Match came off on the 25th ult. The weather was most unpropitious, and consequently the firing fell far short of expectations. The rain and wind prevailed during the whole day, and the target did not show its division with that distinctness essential to first class firing. There was a good muster on the ground including some ladies. The Volunteer Fife and Drum Band, under the leadership of Mr Roe, was in attendance during a large portion of the day and played several marches and other popular music. At noon, at the call of Captain Harvey, three cheers were given for Her Majesty the Queen. The gallant Captain then announced that another prize match would be arranged for some convenient day in the ensuing month, when two valuable silver medals, presented by ladies, would be the first prizes. The subjoined is a list of the scores made:— bbox=[18, 330, 182, 579]
court-paragraph: Mr Harvey shortly addressed the jury, pointing out the fact that prisoner and prosecutor were on intimate terms; that they had been mixed up in some degree in horse transactions; that prisoner had called at Fisher's house on the morning he took the colt; that it was sold publicly; was a horse easily identified, and little worth—not an animal likely to tempt a man to commit a felony on his friend. He then reviewed the evidence, and said he had no doubt of the jury bringing in a verdict of acquittal. bbox=[926, 1875, 1099, 2010]
score-cell: 29 bbox=[170, 1035, 180, 1046]
score-cell: 18 bbox=[120, 1067, 130, 1078]
score-cell: 0 bbox=[155, 752, 161, 763]
score-row bbox=[18, 981, 182, 992]
divider bbox=[978, 2291, 1047, 2292]
score-cell: 2 bbox=[122, 693, 128, 704]
score-cell: 0 bbox=[155, 795, 161, 806]
score-cell: 4 bbox=[175, 795, 180, 806]
score-cell: 18 bbox=[87, 1035, 97, 1046]
court-paragraph: A session of the Supreme Court was opened before His Honor Mr Justice Chapman at 1 p.m. on Friday last, the 15th inst. Henry M'Culloch, Esq., Sheriff of Southland, was in attendance; and W. Stewart, Esq., Registrar, acted as Clerk of the Arraigns. bbox=[744, 1839, 909, 1919]
score-cell: 19 bbox=[170, 613, 180, 624]
court-paragraph: Wm. Fisher (half-caste), the prosecutor, on being placed in the box, professed not to be able to converse in English. Mr George Howell was consequently sworn to interpret for him. He said he lived at Jacob's River. He identified the colt outside as his. That it had been in his possession about twenty days before he was in possession of Mr G. Smith. Mr Surman had seen it first in Smith's, and told him (witness) of its being there. Had given Bates no instructions about selling the horse, nor leave to do so. Had received no money from prisoner for the horse. bbox=[926, 437, 1099, 595]
score-row bbox=[18, 959, 182, 981]
case-heading: HORSE STEALING. bbox=[785, 2275, 868, 2285]
column-4 bbox=[562, 47, 735, 2576]
